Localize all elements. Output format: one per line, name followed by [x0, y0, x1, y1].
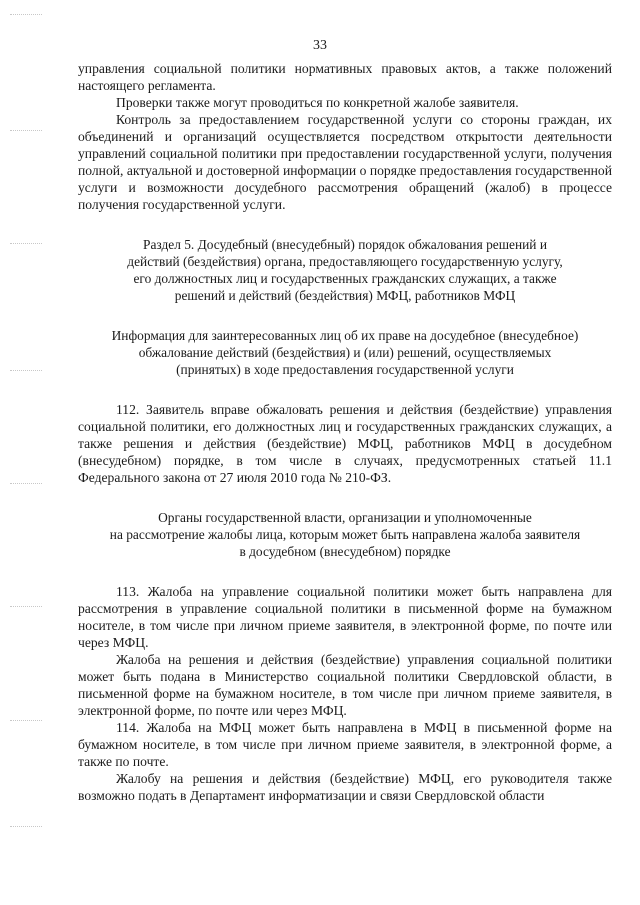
paragraph: управления социальной политики нормативных правовых актов, а также положений настоящего регламента.	[78, 61, 612, 93]
scan-artifact	[10, 370, 42, 372]
scan-artifact	[10, 720, 42, 722]
paragraph: Проверки также могут проводиться по конкретной жалобе заявителя.	[116, 95, 519, 110]
subheading-line: Органы государственной власти, организации и уполномоченные	[158, 510, 532, 525]
paragraph: Жалобу на решения и действия (бездействие) МФЦ, его руководителя также возможно подать в Департамент информатизации и связи Свердловской области	[78, 771, 612, 803]
scan-artifact	[10, 130, 42, 132]
scan-artifact	[10, 826, 42, 828]
subheading-line: в досудебном (внесудебном) порядке	[239, 544, 451, 559]
paragraph-112: 112. Заявитель вправе обжаловать решения и действия (бездействие) управления социальной политики, его должностных лиц и государственных гражданских служащих, а также решения и действия (бездействие) МФЦ, работников МФЦ в досудебном (внесудебном) порядке, в том числе в случаях, предусмотренных статьей 11.1 Федерального закона от 27 июля 2010 года № 210-ФЗ.	[78, 402, 612, 485]
paragraph: Жалоба на решения и действия (бездействие) управления социальной политики может быть подана в Министерство социальной политики Свердловской области, в письменной форме на бумажном носителе, в том числе при личном приеме заявителя, в электронной форме, по почте или через МФЦ.	[78, 652, 612, 718]
section-heading-line: Раздел 5. Досудебный (внесудебный) порядок обжалования решений и	[143, 237, 547, 252]
subheading-line: на рассмотрение жалобы лица, которым может быть направлена жалоба заявителя	[109, 527, 581, 542]
paragraph-113: 113. Жалоба на управление социальной политики может быть направлена для рассмотрения в управление социальной политики в письменной форме на бумажном носителе, в том числе при личном приеме заявителя, в электронной форме, по почте или через МФЦ.	[78, 584, 612, 650]
section-heading-line: действий (бездействия) органа, предоставляющего государственную услугу,	[127, 254, 563, 269]
section-heading	[78, 236, 612, 304]
subheading-authorities	[78, 509, 612, 560]
paragraph-114: 114. Жалоба на МФЦ может быть направлена в МФЦ в письменной форме на бумажном носителе, в том числе при личном приеме заявителя, в электронной форме, а также по почте.	[78, 720, 612, 769]
subheading-appeal-rights	[78, 327, 612, 378]
section-heading-line: его должностных лиц и государственных гражданских служащих, а также	[133, 271, 557, 286]
section-heading-line: решений и действий (бездействия) МФЦ, работников МФЦ	[174, 288, 516, 303]
subheading-line: (принятых) в ходе предоставления государственной услуги	[176, 362, 514, 377]
subheading-line: обжалование действий (бездействия) и (или) решений, осуществляемых	[138, 345, 552, 360]
paragraph: Контроль за предоставлением государственной услуги со стороны граждан, их объединений и организаций осуществляется посредством открытости деятельности управлений социальной политики при предоставлении государственной услуги, получения полной, актуальной и достоверной информации о порядке предоставления государственной услуги и возможности досудебного рассмотрения обращений (жалоб) в процессе получения государственной услуги.	[78, 112, 612, 212]
scan-artifact	[10, 14, 42, 16]
document-body	[78, 60, 612, 804]
scan-artifact	[10, 243, 42, 245]
scan-artifact	[10, 606, 42, 608]
scan-artifact	[10, 483, 42, 485]
page-number: 33	[313, 38, 327, 53]
subheading-line: Информация для заинтересованных лиц об их праве на досудебное (внесудебное)	[111, 328, 579, 343]
